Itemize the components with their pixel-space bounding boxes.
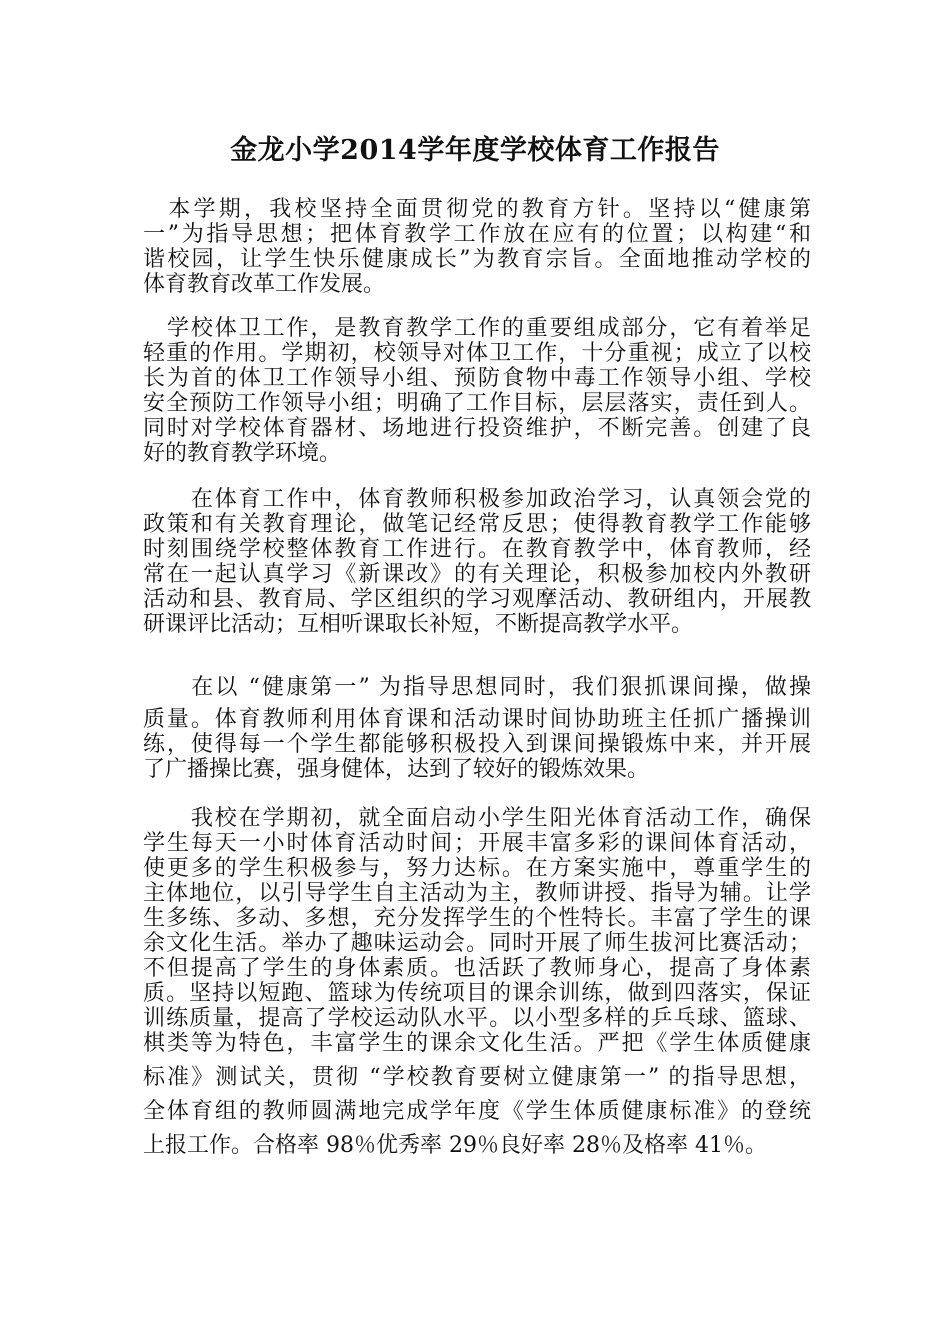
paragraph-line: 标准》测试关，贯彻 “学校教育要树立健康第一” 的指导思想， [143,1065,811,1090]
paragraph-line: 时刻围绕学校整体教育工作进行。在教育教学中，体育教师，经 [143,537,811,562]
paragraph-line: 我校在学期初，就全面启动小学生阳光体育活动工作，确保 [143,806,811,831]
paragraph-line: 生多练、多动、多想，充分发挥学生的个性特长。丰富了学生的课 [143,906,811,931]
paragraph-line: 主体地位，以引导学生自主活动为主，教师讲授、指导为辅。让学 [143,881,811,906]
paragraph-line: 练，使得每一个学生都能够积极投入到课间操锻炼中来，并开展 [143,732,811,757]
paragraph-line: 长为首的体卫工作领导小组、预防食物中毒工作领导小组、学校 [143,366,811,391]
paragraph-line: 全体育组的教师圆满地完成学年度《学生体质健康标准》的登统 [143,1099,811,1124]
paragraph-line: 训练质量，提高了学校运动队水平。以小型多样的乒乓球、篮球、 [143,1006,811,1031]
paragraph-line: 活动和县、教育局、学区组织的学习观摩活动、教研组内，开展教 [143,587,811,612]
document-title: 金龙小学2014学年度学校体育工作报告 [230,135,720,166]
paragraph-line: 使更多的学生积极参与，努力达标。在方案实施中，尊重学生的 [143,856,811,881]
paragraph-5 [143,806,811,1158]
paragraph-line: 上报工作。合格率 98％优秀率 29％良好率 28％及格率 41％。 [143,1133,767,1158]
paragraph-line: 好的教育教学环境。 [143,441,342,466]
paragraph-line: 研课评比活动；互相听课取长补短，不断提高教学水平。 [143,612,694,637]
paragraph-line: 学校体卫工作，是教育教学工作的重要组成部分，它有着举足 [143,316,811,341]
paragraph-line: 谐校园，让学生快乐健康成长”为教育宗旨。全面地推动学校的 [143,247,811,272]
paragraph-line: 政策和有关教育理论，做笔记经常反思；使得教育教学工作能够 [143,512,811,537]
paragraph-1 [143,197,811,297]
paragraph-line: 质。坚持以短跑、篮球为传统项目的课余训练，做到四落实，保证 [143,981,811,1006]
paragraph-line: 棋类等为特色，丰富学生的课余文化生活。严把《学生体质健康 [143,1031,811,1056]
paragraph-line: 同时对学校体育器材、场地进行投资维护，不断完善。创建了良 [143,416,811,441]
paragraph-line: 学生每天一小时体育活动时间；开展丰富多彩的课间体育活动， [143,831,811,856]
paragraph-line: 本学期，我校坚持全面贯彻党的教育方针。坚持以“健康第 [143,197,811,222]
paragraph-line: 在以 “健康第一” 为指导思想同时，我们狠抓课间操，做操 [143,675,811,700]
paragraph-line: 常在一起认真学习《新课改》的有关理论，积极参加校内外教研 [143,562,811,587]
paragraph-4 [143,675,811,782]
paragraph-line: 在体育工作中，体育教师积极参加政治学习，认真领会党的 [143,487,811,512]
paragraph-line: 体育教育改革工作发展。 [143,272,386,297]
paragraph-line: 了广播操比赛，强身健体，达到了较好的锻炼效果。 [143,757,650,782]
paragraph-line: 轻重的作用。学期初，校领导对体卫工作，十分重视；成立了以校 [143,341,811,366]
paragraph-line: 质量。体育教师利用体育课和活动课时间协助班主任抓广播操训 [143,707,811,732]
paragraph-line: 不但提高了学生的身体素质。也活跃了教师身心，提高了身体素 [143,956,811,981]
paragraph-3 [143,487,811,637]
paragraph-line: 余文化生活。举办了趣味运动会。同时开展了师生拔河比赛活动； [143,931,811,956]
paragraph-line: 安全预防工作领导小组；明确了工作目标，层层落实，责任到人。 [143,391,811,416]
paragraph-2 [143,316,811,466]
paragraph-line: 一”为指导思想；把体育教学工作放在应有的位置；以构建“和 [143,222,811,247]
